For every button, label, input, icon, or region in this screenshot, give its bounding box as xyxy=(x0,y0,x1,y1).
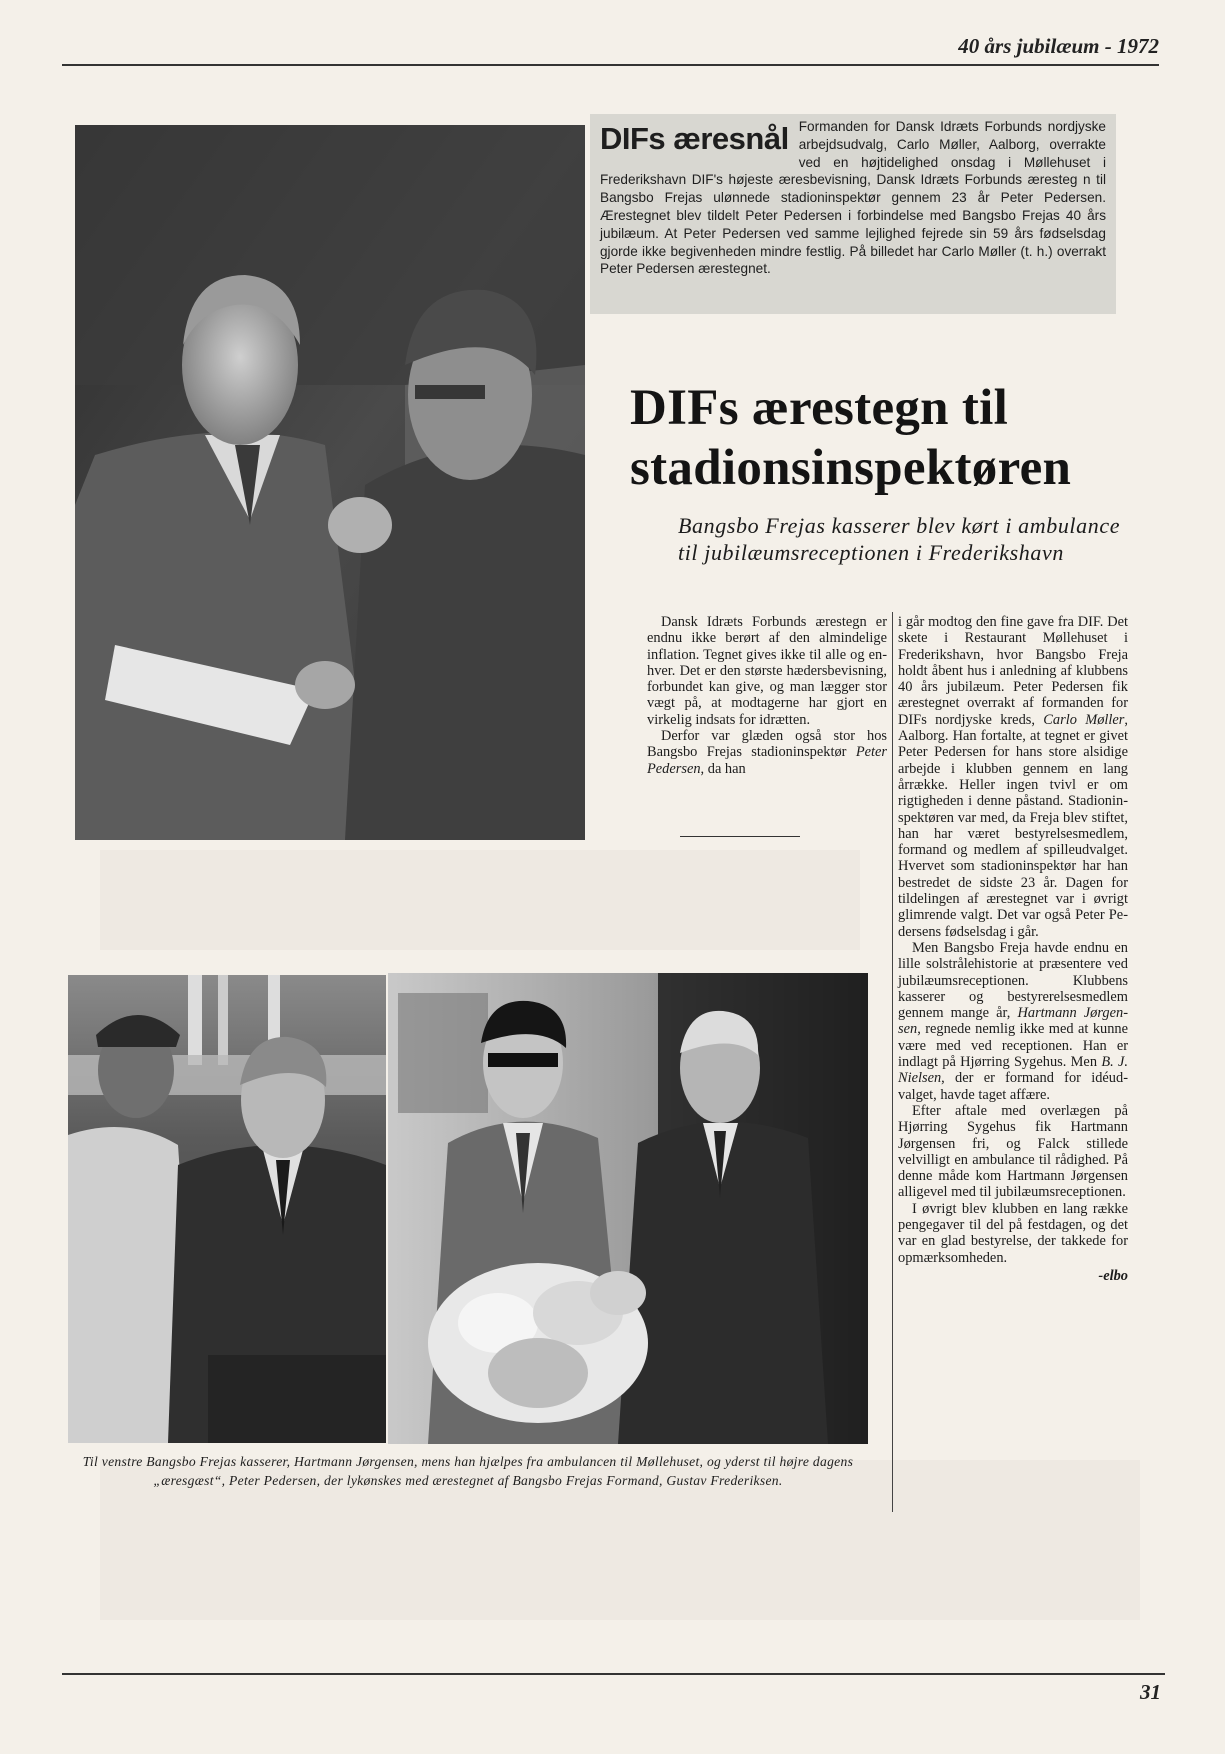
article-subheadline: Bangsbo Frejas kasserer blev kørt i ambulance til jubilæumsreceptionen i Frederikshavn xyxy=(678,513,1121,565)
column-2-paragraph-1-text-a: i går modtog den fine gave fra DIF. Det skete i Restaurant Møllehuset i Frederikshavn, hvor Bangsbo Freja holdt åbent hus i anledning af klubbens 40 års jubilæum. Peter Pedersen fik ærestegnet overrakt af formanden for DIFs nordjyske kreds, xyxy=(898,614,1128,728)
column-1-paragraph-2-text-b: , da han xyxy=(700,760,746,777)
photo-men-at-ambulance xyxy=(68,975,386,1443)
notice-box-title: DIFs æresnål xyxy=(600,121,789,156)
photo-men-with-flowers xyxy=(388,973,868,1444)
column-2-paragraph-2-text-a: Men Bangsbo Freja havde endnu en lille solstrålehistorie at præsentere ved jubilæumsreceptionen. Klubbens kasserer og bestyrerelsesmedlem gennem mange år, xyxy=(898,939,1128,1022)
column-2-paragraph-2-text-b: , regnede nemlig ikke med at kunne være med ved receptionen. Han er indlagt på Hjørring Sygehus. Men xyxy=(898,1021,1128,1071)
photo-two-men-certificate xyxy=(75,125,585,840)
column-2-paragraph-2-text-c: , der er formand for idéudvalget, havde taget affære. xyxy=(898,1070,1128,1103)
column-1-paragraph-2-text-a: Derfor var glæden også stor hos Bangsbo Frejas stadioninspektør xyxy=(647,728,887,761)
page-number: 31 xyxy=(1140,1680,1161,1704)
notice-box xyxy=(590,114,1116,314)
column-1-paragraph-2 xyxy=(647,728,887,777)
photo-men-at-ambulance-image xyxy=(68,975,386,1443)
column-2-paragraph-1-text-b: , Aalborg. Han fortalte, at tegnet er givet Peter Pedersen for hans store alsidige arbejde i klubben gennem en lang årrække. Heller ingen tvivl er om rigtigheden i denne påstand. Stadioninspektøren var med, da Freja blev stiftet, han har været bestyrelsesmedlem, formand og medlem af spilleudvalget. Hvervet som stadioninspektør har han bestredet de sidste 23 år. Dagen for tildelingen af ærestegnet var i øvrigt glimrende valgt. Det var også Peter Pedersens fødselsdag i går. xyxy=(898,711,1128,940)
column-end-rule xyxy=(680,836,800,837)
author-signature: -elbo xyxy=(1098,1267,1128,1284)
notice-box-text: Formanden for Dansk Idræts Forbunds nordjyske arbejdsudvalg, Carlo Møller, Aalborg, overrakte ved en højtidelighed onsdag i Møllehuset i Frederikshavn DIF's højeste æresbevisning, Dansk Idræts Forbunds æresteg n til Bangsbo Frejas ulønnede stadioninspektør gennem 23 år Peter Pedersen. Ærestegnet blev tildelt Peter Pedersen i forbindelse med Bangsbo Frejas 40 års jubilæum. At Peter Pedersen ved samme lejlighed fejrede sin 59 års fødselsdag gjorde ikke begivenheden mindre festlig. På billedet har Carlo Møller (t. h.) overrakt Peter Pedersen ærestegnet. xyxy=(600,119,1106,277)
photo-caption: Til venstre Bangsbo Frejas kasserer, Hartmann Jørgensen, mens han hjælpes fra ambulancen til Møllehuset, og yderst til højre dagens „æresgæst“, Peter Pedersen, der lykønskes med ærestegnet af Bangsbo Frejas Formand, Gustav Frederiksen. xyxy=(82,1454,854,1488)
article-column-1 xyxy=(647,614,887,777)
article-column-2 xyxy=(898,614,1128,1284)
footer-rule xyxy=(62,1673,1165,1675)
person-name: Carlo Møller xyxy=(1043,711,1125,728)
column-divider xyxy=(892,612,893,1512)
column-1-paragraph-1: Dansk Idræts Forbunds ærestegn er endnu ikke berørt af den almindelige inflation. Tegnet gives ikke til alle og enhver. Det er den største hædersbevisning, forbundet kan give, og man lægger stor vægt på, at modtagerne har gjort en virkelig indsats for idrætten. xyxy=(647,614,887,728)
article-headline xyxy=(630,378,1150,498)
show-through-block xyxy=(100,850,860,950)
column-2-paragraph-4: I øvrigt blev klubben en lang række pengegaver til del på festdagen, og det var en glad bestyrelse, der takkede for opmærksomheden. xyxy=(898,1200,1128,1266)
person-name: Hartmann Jørgensen xyxy=(898,1005,1128,1038)
column-2-paragraph-2 xyxy=(898,940,1128,1103)
person-name: Peter Pedersen xyxy=(647,744,887,777)
running-header: 40 års jubilæum - 1972 xyxy=(958,34,1159,58)
photo-men-with-flowers-image xyxy=(388,973,868,1444)
headline-line-1: DIFs ærestegn til xyxy=(630,380,1009,436)
column-2-paragraph-3: Efter aftale med overlægen på Hjørring Sygehus fik Hartmann Jørgensen fri, og Falck stillede velvilligt en ambulance til rådighed. På denne måde kom Hartmann Jørgensen alligevel med til jubilæumsreceptionen. xyxy=(898,1102,1128,1201)
column-2-paragraph-1 xyxy=(898,614,1128,940)
photo-two-men-certificate-image xyxy=(75,125,585,840)
person-name: B. J. Nielsen xyxy=(898,1054,1128,1087)
headline-line-2: stadionsinspektøren xyxy=(630,440,1072,496)
header-rule xyxy=(62,64,1159,66)
